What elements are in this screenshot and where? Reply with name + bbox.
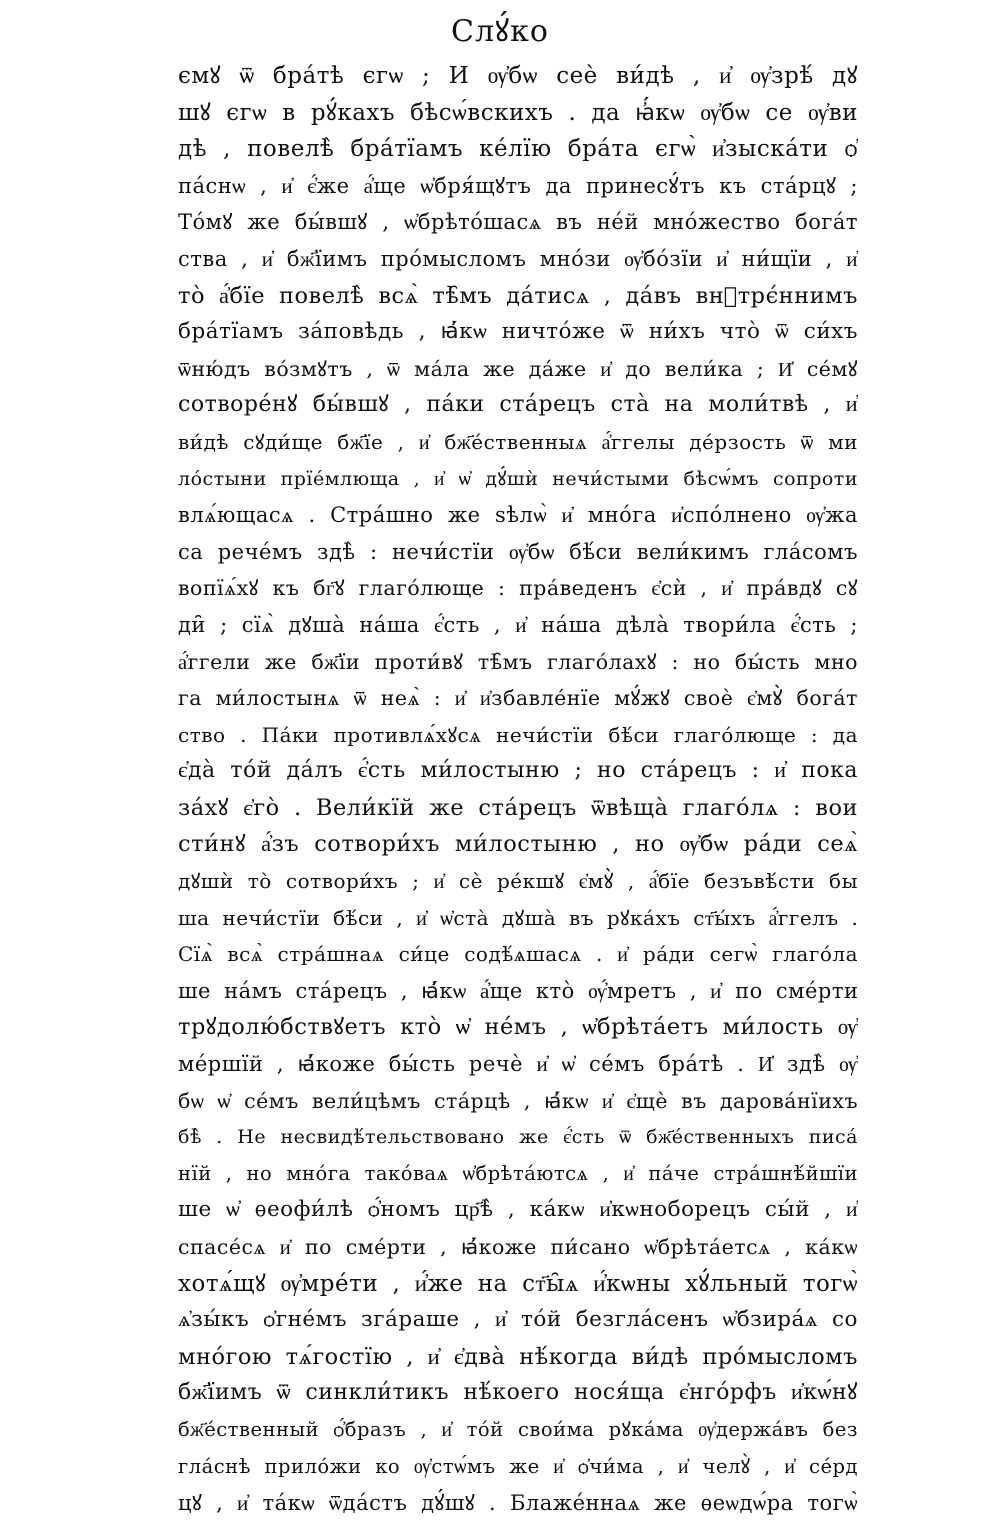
text-line: а҆́ггели же бж҃їи проти́вꙋ тѣ̑мъ глаго́лахꙋ : но бы́сть мно: [178, 649, 858, 674]
text-line: ше на́мъ ста́рецъ , ꙗ҆́кѡ а҆́ще кто̀ ѹ҆́мретъ , и҆ по сме́рти: [178, 978, 858, 1003]
text-block: [178, 58, 858, 1522]
text-line: нїй , но мно́га тако́ваѧ ѡ҆брѣта́ютсѧ , и҆ па́че стра́шнѣ́йшїи: [178, 1161, 858, 1185]
text-line: то̀ а҆́бїе повелѣ̀ всѧ̀ тѣ̑мъ да́тисѧ , да́въ вн꙽трє́ннимъ: [178, 282, 858, 309]
text-line: є҆да̀ то́й да́лъ є҆́сть ми́лостыню ; но ста́рецъ : и҆ пока: [178, 758, 858, 784]
text-line: ша нечи́стїи бѣ́си , и҆ ѡ҆ста̀ дꙋша̀ въ рꙋка́хъ ст҃ы́хъ а҆́ггелъ .: [178, 905, 858, 930]
text-line: дꙋшѝ то̀ сотвори́хъ ; и҆ сѐ ре́кшꙋ є҆мꙋ̀ , а҆́бїе безъвѣ́сти бы: [178, 869, 858, 894]
text-line: ѧ҆зы́къ ѻ҆гне́мъ зга́раше , и҆ то́й безгла́сенъ ѡ҆бзира́ѧ со: [178, 1307, 858, 1333]
text-line: га ми́лостынѧ ѿ неѧ̀ : и҆ и҆збавле́нїе мꙋ́жꙋ своѐ є҆мꙋ̀ бога́т: [178, 686, 858, 711]
text-line: бра́тїамъ за́повѣдь , ꙗ҆́кѡ ничто́же ѿ ни́хъ что̀ ѿ си́хъ: [178, 319, 858, 345]
text-line: ло́стыни прїе́млюща , и҆ ѡ҆ дꙋ́шѝ нечи́стыми бѣсѡ́мъ сопроти: [178, 467, 858, 490]
text-line: шꙋ єгѡ в рꙋ́кахъ бѣсѡ́вскихъ . да ꙗ҆́кѡ ѹ҆бѡ се ѹ҆ви: [178, 99, 858, 126]
text-line: ство . Па́ки противлѧ́хꙋсѧ нечи́стїи бѣ́си глаго́люще : да: [178, 722, 858, 747]
text-line: бж҃е́ственный ѻ҆́бразъ , и҆ то́й свои́ма рꙋка́ма ѹ҆держа́въ без: [178, 1417, 858, 1441]
text-line: мно́гою тѧ́гостїю , и҆ є҆два̀ нѣ́когда ви́дѣ про́мысломъ: [178, 1343, 858, 1370]
text-line: ме́ршїй , ꙗ҆́коже бы́сть речѐ и҆ ѡ҆ се́мъ бра́тѣ . И҆ здѣ̀ ѹ҆: [178, 1052, 858, 1077]
text-line: То́мꙋ же бы́вшꙋ , ѡ҆брѣто́шасѧ въ не́й мно́жество бога́т: [178, 210, 858, 235]
text-line: ства , и҆ бж҃їимъ про́мысломъ мно́зи ѹ҆бо́зїи и҆ ни́щїи , и҆: [178, 246, 858, 271]
text-line: ємꙋ ѿ бра́тѣ єгѡ ; И ѹ҆бѡ сеѐ ви́дѣ , и҆ ѹ҆зрѣ́ дꙋ: [178, 63, 858, 89]
text-line: Сїѧ̀ всѧ̀ стра́шнаѧ си́це содѣ́ѧшасѧ . и҆ ра́ди сегѡ̀ глаго́ла: [178, 942, 858, 967]
text-line: ди̑ ; сїѧ̀ дꙋша̀ на́ша є҆́сть , и҆ на́ша дѣла̀ твори́ла є҆́сть ;: [178, 612, 858, 637]
text-line: ви́дѣ сꙋди́ще бж҃їе , и҆ бж҃е́ственныѧ а҆́ггелы де́рзость ѿ ми: [178, 429, 858, 454]
text-line: дѣ , повелѣ̀ бра́тїамъ ке́лїю бра́та єгѡ̀ и҆зыска́ти ѻ҆: [178, 136, 858, 163]
text-line: спасе́сѧ и҆ по сме́рти , ꙗ҆́коже пи́сано ѡ҆брѣта́етсѧ , ка́кѡ: [178, 1235, 858, 1259]
text-line: сотворе́нꙋ бы́вшꙋ , па́ки ста́рецъ ста̀ на моли́твѣ , и҆: [178, 392, 858, 418]
text-line: хотѧ́щꙋ ѹ҆мре́ти , и҆́же на ст҃ы̑ѧ и҆́кѡны хꙋ́льный тогѡ̀: [178, 1270, 858, 1297]
text-line: вопїѧ́хꙋ къ бг҃ꙋ глаго́люще : пра́веденъ є҆сѝ , и҆ пра́вдꙋ сꙋ: [178, 576, 858, 601]
text-line: трꙋдолю́бствꙋетъ кто̀ ѡ҆ не́мъ , ѡ҆брѣта́етъ ми́лость ѹ҆: [178, 1014, 858, 1041]
text-line: цꙋ , и҆ та́кѡ ѿда́стъ дꙋ́шꙋ . Блаже́ннаѧ же ѳеѡдѡ́ра тогѡ̀: [178, 1491, 858, 1516]
text-line: бѣ̀ . Не несвидѣ́тельствовано же є҆́сть ѿ бж҃е́ственныхъ писа́: [178, 1126, 858, 1149]
text-line: са рече́мъ здѣ̀ : нечи́стїи ѹ҆бѡ бѣ́си вели́кимъ гла́сомъ: [178, 539, 858, 564]
text-line: па́снѡ , и҆ є҆́же а҆́ще ѡ҆бря́щꙋтъ да принесꙋ́тъ къ ста́рцꙋ ;: [178, 173, 858, 198]
text-line: бѡ ѡ҆ се́мъ вели́цѣмъ ста́рцѣ , ꙗ҆́кѡ и҆ є҆щѐ въ дарова́нїихъ: [178, 1088, 858, 1113]
text-line: ѿню́дъ во́змꙋтъ , ѿ ма́ла же да́же и҆ до вели́ка ; И҆ се́мꙋ: [178, 356, 858, 381]
text-line: за́хꙋ є҆го̀ . Вели́кїй же ста́рецъ ѿвѣща̀ глаго́лѧ : вои: [178, 794, 858, 821]
page-header: Слꙋ́ко: [451, 14, 549, 49]
text-line: бж҃їимъ ѿ синкли́тикъ нѣ́коего нося́ща є҆нго́рфъ и҆кѡ́нꙋ: [178, 1380, 858, 1406]
text-line: ше ѡ҆ ѳеофи́лѣ ѻ҆́номъ цр҃ѣ̀ , ка́кѡ и҆кѡноборецъ сы́й , и҆: [178, 1197, 858, 1223]
text-line: гла́снѣ прило́жи ко ѹ҆стѡ́мъ же и҆ ѻ҆чи́ма , и҆ челꙋ̀ , и҆ се́рд: [178, 1454, 858, 1478]
text-line: сти́нꙋ а҆́зъ сотвори́хъ ми́лостыню , но ѹ҆бѡ ра́ди сеѧ̀: [178, 831, 858, 858]
text-line: влѧ́ющасѧ . Стра́шно же ѕѣлѡ̀ и҆ мно́га и҆спо́лнено ѹ҆жа: [178, 503, 858, 528]
